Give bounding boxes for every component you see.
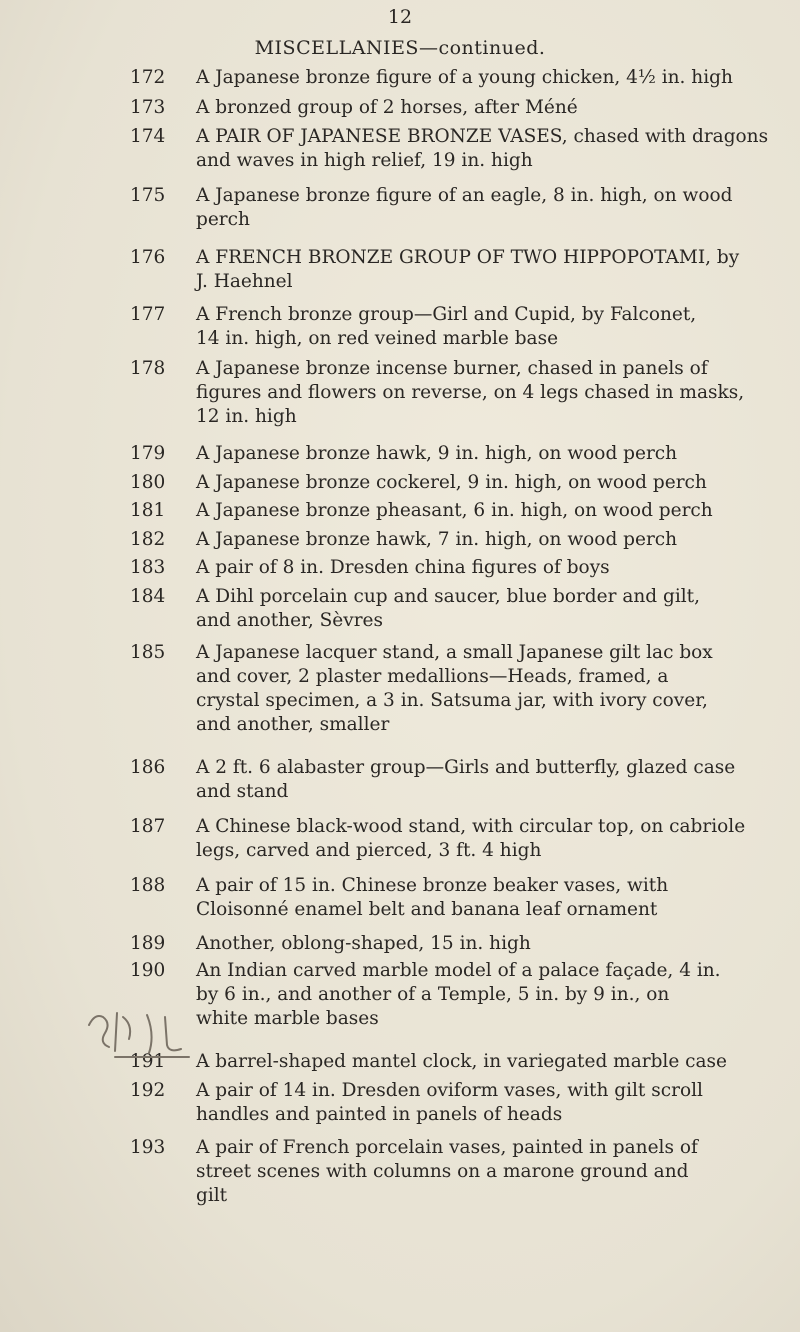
pencil-annotation-sketch bbox=[85, 995, 195, 1065]
lot-description bbox=[196, 959, 776, 1031]
lot-description bbox=[196, 442, 776, 466]
lot-description bbox=[196, 874, 776, 922]
lot-description bbox=[196, 303, 776, 351]
lot-number: 190 bbox=[130, 960, 166, 981]
lot-description bbox=[196, 96, 776, 120]
lot-number: 175 bbox=[130, 185, 166, 206]
lot-description-line: A Japanese lacquer stand, a small Japanese gilt lac box bbox=[196, 642, 713, 663]
lot-description-line: A pair of 8 in. Dresden china figures of boys bbox=[196, 557, 610, 578]
lot-description-line: A 2 ft. 6 alabaster group—Girls and butterfly, glazed case bbox=[196, 757, 736, 778]
lot-description bbox=[196, 246, 776, 294]
lot-number: 185 bbox=[130, 642, 166, 663]
lot-description bbox=[196, 641, 776, 737]
lot-number: 189 bbox=[130, 933, 166, 954]
lot-description-line: A Japanese bronze incense burner, chased in panels of bbox=[196, 358, 708, 379]
lot-description-line: J. Haehnel bbox=[196, 271, 293, 292]
lot-description-line: white marble bases bbox=[196, 1008, 379, 1029]
lot-number: 186 bbox=[130, 757, 166, 778]
lot-description-line: A Japanese bronze cockerel, 9 in. high, on wood perch bbox=[196, 472, 707, 493]
lot-description-line: legs, carved and pierced, 3 ft. 4 high bbox=[196, 840, 542, 861]
section-title: MISCELLANIES—continued. bbox=[254, 37, 546, 59]
lot-description bbox=[196, 556, 776, 580]
lot-description bbox=[196, 499, 776, 523]
lot-description-line: A Japanese bronze pheasant, 6 in. high, on wood perch bbox=[196, 500, 713, 521]
lot-description-line: gilt bbox=[196, 1185, 228, 1206]
lot-description bbox=[196, 932, 776, 956]
lot-description-line: perch bbox=[196, 209, 250, 230]
lot-description-line: handles and painted in panels of heads bbox=[196, 1104, 563, 1125]
lot-description-line: An Indian carved marble model of a palace façade, 4 in. bbox=[196, 960, 721, 981]
lot-number: 172 bbox=[130, 67, 166, 88]
lot-number: 173 bbox=[130, 97, 166, 118]
lot-number: 192 bbox=[130, 1080, 166, 1101]
lot-description-line: A pair of 14 in. Dresden oviform vases, with gilt scroll bbox=[196, 1080, 703, 1101]
lot-description-line: A bronzed group of 2 horses, after Méné bbox=[196, 97, 578, 118]
lot-description bbox=[196, 357, 776, 429]
lot-description-line: Cloisonné enamel belt and banana leaf ornament bbox=[196, 899, 658, 920]
lot-description-line: and waves in high relief, 19 in. high bbox=[196, 150, 533, 171]
lot-number: 184 bbox=[130, 586, 166, 607]
lot-number: 180 bbox=[130, 472, 166, 493]
lot-description bbox=[196, 528, 776, 552]
lot-description bbox=[196, 1079, 776, 1127]
lot-description-line: and another, Sèvres bbox=[196, 610, 383, 631]
lot-description bbox=[196, 184, 776, 232]
lot-description-line: A Japanese bronze figure of an eagle, 8 in. high, on wood bbox=[196, 185, 733, 206]
lot-description bbox=[196, 1050, 776, 1074]
lot-description-line: 12 in. high bbox=[196, 406, 297, 427]
lot-description bbox=[196, 125, 776, 173]
lot-description bbox=[196, 815, 776, 863]
lot-number: 191 bbox=[130, 1051, 166, 1072]
lot-description bbox=[196, 66, 776, 90]
lot-number: 182 bbox=[130, 529, 166, 550]
lot-description-line: A Dihl porcelain cup and saucer, blue border and gilt, bbox=[196, 586, 700, 607]
lot-description-line: A Chinese black-wood stand, with circular top, on cabriole bbox=[196, 816, 746, 837]
lot-description bbox=[196, 585, 776, 633]
lot-description-line: A French bronze group—Girl and Cupid, by Falconet, bbox=[196, 304, 697, 325]
lot-description-line: A Japanese bronze hawk, 9 in. high, on wood perch bbox=[196, 443, 678, 464]
lot-description-line: figures and flowers on reverse, on 4 legs chased in masks, bbox=[196, 382, 745, 403]
lot-description-line: A Japanese bronze hawk, 7 in. high, on wood perch bbox=[196, 529, 678, 550]
lot-number: 187 bbox=[130, 816, 166, 837]
lot-description-line: 14 in. high, on red veined marble base bbox=[196, 328, 559, 349]
lot-description-line: A PAIR OF JAPANESE BRONZE VASES, chased with dragons bbox=[196, 126, 769, 147]
lot-number: 188 bbox=[130, 875, 166, 896]
lot-number: 193 bbox=[130, 1137, 166, 1158]
lot-number: 177 bbox=[130, 304, 166, 325]
lot-number: 179 bbox=[130, 443, 166, 464]
lot-description bbox=[196, 471, 776, 495]
lot-description-line: and cover, 2 plaster medallions—Heads, framed, a bbox=[196, 666, 669, 687]
lot-number: 174 bbox=[130, 126, 166, 147]
lot-description-line: and stand bbox=[196, 781, 289, 802]
lot-description-line: and another, smaller bbox=[196, 714, 390, 735]
lot-description-line: A barrel-shaped mantel clock, in variegated marble case bbox=[196, 1051, 727, 1072]
page-number: 12 bbox=[387, 6, 413, 28]
lot-number: 183 bbox=[130, 557, 166, 578]
lot-description-line: A FRENCH BRONZE GROUP OF TWO HIPPOPOTAMI, by bbox=[196, 247, 740, 268]
lot-description-line: crystal specimen, a 3 in. Satsuma jar, with ivory cover, bbox=[196, 690, 708, 711]
lot-description-line: Another, oblong-shaped, 15 in. high bbox=[196, 933, 531, 954]
lot-description-line: by 6 in., and another of a Temple, 5 in. by 9 in., on bbox=[196, 984, 670, 1005]
lot-description bbox=[196, 1136, 776, 1208]
lot-description bbox=[196, 756, 776, 804]
lot-number: 178 bbox=[130, 358, 166, 379]
lot-description-line: A Japanese bronze figure of a young chicken, 4½ in. high bbox=[196, 67, 733, 88]
lot-description-line: A pair of French porcelain vases, painted in panels of bbox=[196, 1137, 698, 1158]
lot-number: 176 bbox=[130, 247, 166, 268]
lot-number: 181 bbox=[130, 500, 166, 521]
lot-description-line: street scenes with columns on a marone ground and bbox=[196, 1161, 689, 1182]
lot-description-line: A pair of 15 in. Chinese bronze beaker vases, with bbox=[196, 875, 669, 896]
